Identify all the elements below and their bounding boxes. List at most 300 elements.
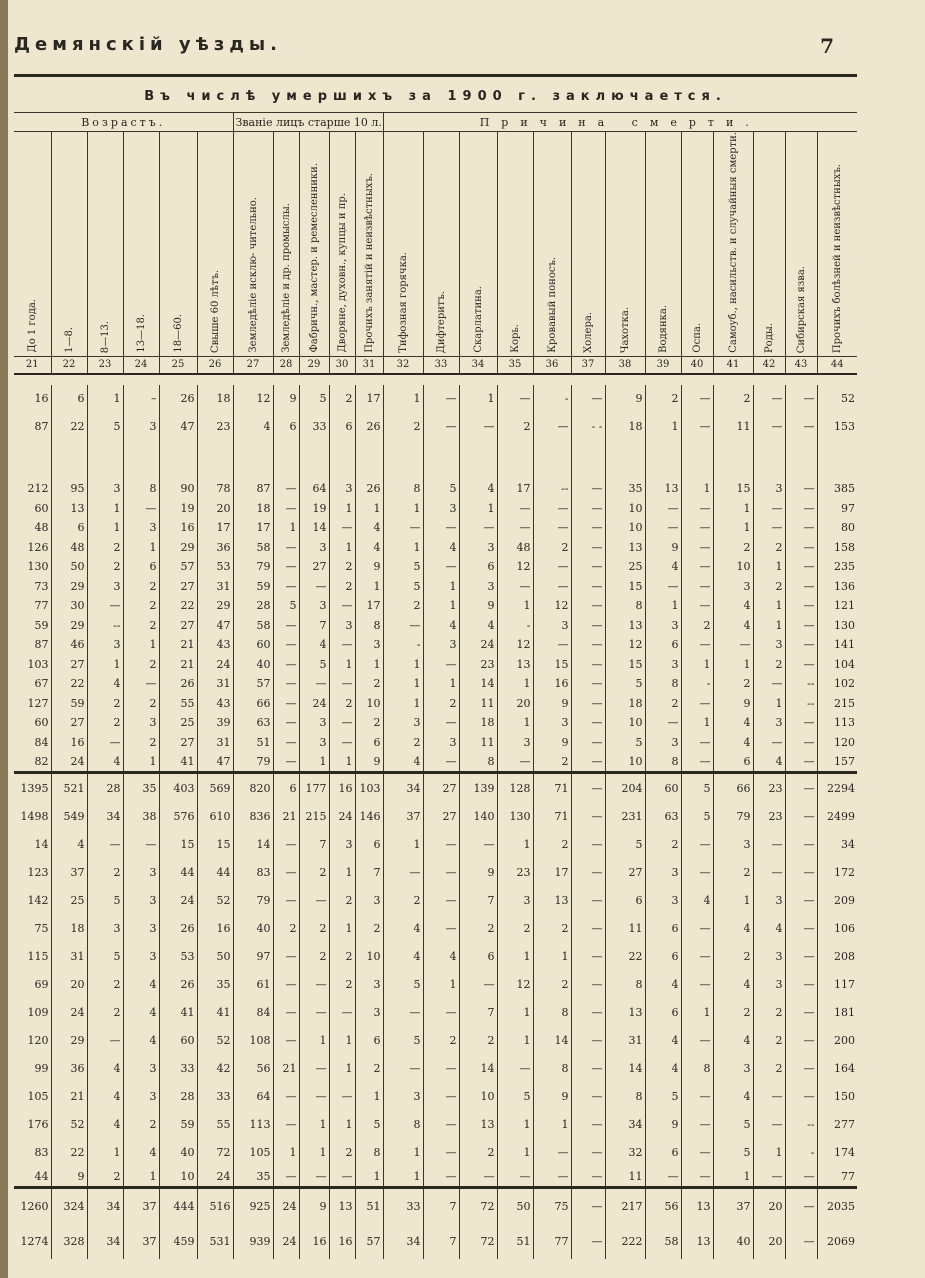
table-cell: 72 bbox=[459, 1187, 497, 1224]
table-cell: 2 bbox=[383, 413, 423, 441]
table-cell: — bbox=[423, 1082, 459, 1110]
column-header: Прочихъ болѣзней и неизвѣстныхъ. bbox=[817, 132, 857, 357]
table-cell: 2 bbox=[713, 537, 753, 557]
table-cell: 4 bbox=[383, 942, 423, 970]
table-cell: 52 bbox=[817, 385, 857, 413]
column-number: 28 bbox=[273, 356, 299, 374]
table-cell: 2 bbox=[355, 674, 383, 694]
table-cell: 37 bbox=[123, 1224, 159, 1259]
table-cell: 1 bbox=[383, 830, 423, 858]
table-cell bbox=[383, 441, 423, 479]
table-cell: — bbox=[645, 498, 681, 518]
table-cell: 3 bbox=[423, 732, 459, 752]
table-cell: 34 bbox=[383, 773, 423, 803]
table-cell: 53 bbox=[159, 942, 197, 970]
table-cell: 1 bbox=[497, 942, 533, 970]
table-cell: 16 bbox=[329, 773, 355, 803]
table-cell: 6 bbox=[273, 413, 299, 441]
table-cell: 1 bbox=[383, 385, 423, 413]
table-cell: 13 bbox=[329, 1187, 355, 1224]
table-cell: — bbox=[299, 1054, 329, 1082]
table-cell: 56 bbox=[645, 1187, 681, 1224]
table-cell: 8 bbox=[533, 1054, 571, 1082]
table-cell: — bbox=[785, 615, 817, 635]
column-header: Корь. bbox=[497, 132, 533, 357]
table-cell: 3 bbox=[355, 998, 383, 1026]
table-cell: 5 bbox=[383, 576, 423, 596]
table-cell: — bbox=[571, 1082, 605, 1110]
table-cell: — bbox=[497, 752, 533, 773]
table-cell: 1 bbox=[299, 1138, 329, 1166]
table-cell: — bbox=[571, 615, 605, 635]
table-cell: 1 bbox=[383, 674, 423, 694]
table-cell: 2 bbox=[355, 713, 383, 733]
column-header: Фабричн., мастер. и ремесленники. bbox=[299, 132, 329, 357]
table-cell: 1 bbox=[497, 998, 533, 1026]
table-cell: 14 bbox=[233, 830, 273, 858]
table-cell: 8 bbox=[605, 970, 645, 998]
table-cell: 4 bbox=[87, 674, 123, 694]
table-cell: 87 bbox=[34, 420, 49, 434]
table-cell: 58 bbox=[233, 615, 273, 635]
table-cell: — bbox=[753, 858, 785, 886]
column-number: 40 bbox=[681, 356, 713, 374]
table-cell: 4 bbox=[459, 479, 497, 499]
table-cell: 150 bbox=[817, 1082, 857, 1110]
table-cell: 208 bbox=[817, 942, 857, 970]
table-cell: 47 bbox=[197, 752, 233, 773]
table-cell: 4 bbox=[123, 998, 159, 1026]
table-cell: 3 bbox=[329, 615, 355, 635]
table-cell: 328 bbox=[51, 1224, 87, 1259]
table-row bbox=[14, 615, 857, 635]
table-cell: 10 bbox=[159, 1166, 197, 1187]
table-cell: 34 bbox=[605, 1110, 645, 1138]
table-row bbox=[14, 858, 857, 886]
table-cell: 31 bbox=[197, 674, 233, 694]
table-row bbox=[14, 596, 857, 616]
table-cell: 15 bbox=[713, 479, 753, 499]
table-cell: 52 bbox=[197, 886, 233, 914]
table-cell: 11 bbox=[459, 693, 497, 713]
table-cell: 4 bbox=[753, 914, 785, 942]
table-row bbox=[14, 654, 857, 674]
table-cell: 2 bbox=[497, 413, 533, 441]
table-cell: 3 bbox=[423, 498, 459, 518]
table-cell: 52 bbox=[197, 1026, 233, 1054]
table-cell: — bbox=[273, 498, 299, 518]
table-cell: 3 bbox=[713, 830, 753, 858]
table-cell: 4 bbox=[123, 970, 159, 998]
table-cell: 25 bbox=[159, 713, 197, 733]
table-cell: 1 bbox=[123, 537, 159, 557]
table-cell: 4 bbox=[51, 830, 87, 858]
table-cell: 52 bbox=[51, 1110, 87, 1138]
table-cell: — bbox=[681, 518, 713, 538]
table-cell: 217 bbox=[605, 1187, 645, 1224]
table-cell: 177 bbox=[299, 773, 329, 803]
table-cell: — bbox=[423, 654, 459, 674]
table-cell: 10 bbox=[713, 557, 753, 577]
table-cell: 209 bbox=[817, 886, 857, 914]
table-cell: — bbox=[681, 858, 713, 886]
table-cell: 28 bbox=[87, 773, 123, 803]
table-cell: — bbox=[785, 557, 817, 577]
table-cell: 5 bbox=[87, 413, 123, 441]
table-cell: 77 bbox=[817, 1166, 857, 1187]
table-cell: 1 bbox=[355, 1082, 383, 1110]
table-cell: 235 bbox=[817, 557, 857, 577]
table-cell: 17 bbox=[355, 596, 383, 616]
table-cell: 1 bbox=[123, 752, 159, 773]
table-cell: 130 bbox=[497, 802, 533, 830]
table-cell: 28 bbox=[233, 596, 273, 616]
table-cell: — bbox=[329, 1166, 355, 1187]
table-cell: 1 bbox=[87, 1138, 123, 1166]
table-cell: 2035 bbox=[817, 1187, 857, 1224]
table-cell: — bbox=[753, 1110, 785, 1138]
table-cell: — bbox=[123, 830, 159, 858]
table-cell: 27 bbox=[159, 576, 197, 596]
table-cell: 10 bbox=[605, 498, 645, 518]
table-cell: 172 bbox=[817, 858, 857, 886]
table-cell: 26 bbox=[159, 385, 197, 413]
table-cell: 7 bbox=[423, 1187, 459, 1224]
table-cell: 5 bbox=[423, 479, 459, 499]
table-cell: 3 bbox=[645, 654, 681, 674]
table-cell: 69 bbox=[34, 977, 49, 991]
table-cell: — bbox=[273, 713, 299, 733]
table-row bbox=[14, 635, 857, 655]
table-cell: — bbox=[87, 830, 123, 858]
table-cell: 55 bbox=[197, 1110, 233, 1138]
column-number: 38 bbox=[605, 356, 645, 374]
table-cell: — bbox=[423, 998, 459, 1026]
table-cell: 1 bbox=[713, 498, 753, 518]
table-cell: 2 bbox=[383, 732, 423, 752]
table-cell: 549 bbox=[51, 802, 87, 830]
table-cell: 4 bbox=[87, 1110, 123, 1138]
table-cell: 2 bbox=[713, 385, 753, 413]
table-cell: 79 bbox=[713, 802, 753, 830]
table-cell: 66 bbox=[233, 693, 273, 713]
table-cell: 4 bbox=[459, 615, 497, 635]
table-cell: — bbox=[423, 1054, 459, 1082]
table-cell: 4 bbox=[123, 1026, 159, 1054]
table-cell: 113 bbox=[817, 713, 857, 733]
table-cell: 34 bbox=[87, 802, 123, 830]
table-cell: 23 bbox=[753, 773, 785, 803]
table-cell: 4 bbox=[423, 942, 459, 970]
table-cell: 2 bbox=[329, 557, 355, 577]
column-header: Водянка. bbox=[645, 132, 681, 357]
table-cell: — bbox=[459, 970, 497, 998]
table-cell: 61 bbox=[233, 970, 273, 998]
table-row bbox=[14, 773, 857, 803]
table-cell: 24 bbox=[197, 1166, 233, 1187]
table-cell: 4 bbox=[681, 886, 713, 914]
table-cell: -- bbox=[785, 693, 817, 713]
table-cell: 1 bbox=[87, 498, 123, 518]
table-cell: 37 bbox=[123, 1187, 159, 1224]
table-cell: 48 bbox=[34, 521, 49, 535]
table-cell: 15 bbox=[159, 830, 197, 858]
table-cell: 3 bbox=[753, 970, 785, 998]
table-cell: 231 bbox=[605, 802, 645, 830]
table-cell: — bbox=[571, 693, 605, 713]
table-cell: — bbox=[571, 1110, 605, 1138]
table-cell: 5 bbox=[383, 557, 423, 577]
table-cell: 1 bbox=[753, 1138, 785, 1166]
table-cell: 140 bbox=[459, 802, 497, 830]
table-cell: — bbox=[123, 674, 159, 694]
table-cell: - bbox=[533, 385, 571, 413]
table-cell: — bbox=[571, 385, 605, 413]
table-cell: — bbox=[533, 1138, 571, 1166]
table-cell: — bbox=[273, 537, 299, 557]
table-cell: 1 bbox=[355, 1166, 383, 1187]
table-cell: 6 bbox=[329, 413, 355, 441]
table-cell: 3 bbox=[123, 942, 159, 970]
table-cell: 5 bbox=[605, 732, 645, 752]
table-cell: 60 bbox=[34, 716, 49, 730]
table-cell: 2 bbox=[87, 557, 123, 577]
table-cell bbox=[355, 441, 383, 479]
table-cell: — bbox=[681, 830, 713, 858]
table-cell: 84 bbox=[34, 735, 49, 749]
table-cell: — bbox=[753, 518, 785, 538]
table-cell: — bbox=[571, 732, 605, 752]
table-cell: 836 bbox=[233, 802, 273, 830]
table-cell: — bbox=[423, 413, 459, 441]
table-cell bbox=[123, 441, 159, 479]
table-cell: 31 bbox=[605, 1026, 645, 1054]
table-cell: 21 bbox=[273, 802, 299, 830]
table-cell: 3 bbox=[123, 886, 159, 914]
table-cell: 3 bbox=[497, 732, 533, 752]
table-cell: 4 bbox=[713, 615, 753, 635]
table-cell: 1 bbox=[459, 498, 497, 518]
table-cell: 99 bbox=[34, 1061, 49, 1075]
table-cell: 459 bbox=[159, 1224, 197, 1259]
table-cell: 35 bbox=[197, 970, 233, 998]
table-cell: — bbox=[681, 1110, 713, 1138]
table-cell: 2499 bbox=[817, 802, 857, 830]
table-cell: — bbox=[753, 732, 785, 752]
table-cell: 12 bbox=[497, 970, 533, 998]
table-cell: 141 bbox=[817, 635, 857, 655]
table-cell: 3 bbox=[329, 479, 355, 499]
table-cell: — bbox=[383, 998, 423, 1026]
table-cell: 2 bbox=[459, 1026, 497, 1054]
table-cell: — bbox=[785, 886, 817, 914]
table-cell: 5 bbox=[383, 1026, 423, 1054]
table-cell: — bbox=[785, 970, 817, 998]
table-cell: — bbox=[299, 998, 329, 1026]
table-row bbox=[14, 830, 857, 858]
table-cell: — bbox=[785, 654, 817, 674]
table-cell: 444 bbox=[159, 1187, 197, 1224]
table-row bbox=[14, 674, 857, 694]
column-header: 1—8. bbox=[51, 132, 87, 357]
table-cell: 3 bbox=[87, 576, 123, 596]
table-row bbox=[14, 413, 857, 441]
table-cell: 8 bbox=[383, 479, 423, 499]
table-cell: 24 bbox=[459, 635, 497, 655]
table-cell: 1 bbox=[753, 557, 785, 577]
table-cell: — bbox=[571, 858, 605, 886]
table-cell: — bbox=[423, 858, 459, 886]
column-header: Роды. bbox=[753, 132, 785, 357]
table-cell: 23 bbox=[497, 858, 533, 886]
table-cell: 1 bbox=[497, 830, 533, 858]
table-cell: 28 bbox=[159, 1082, 197, 1110]
table-cell: — bbox=[785, 998, 817, 1026]
table-cell: 6 bbox=[713, 752, 753, 773]
table-cell: 2 bbox=[459, 914, 497, 942]
table-cell: 50 bbox=[51, 557, 87, 577]
table-cell: 2 bbox=[713, 674, 753, 694]
table-cell: — bbox=[571, 596, 605, 616]
table-cell: — bbox=[87, 596, 123, 616]
table-cell: 1 bbox=[423, 674, 459, 694]
table-cell: 60 bbox=[645, 773, 681, 803]
table-cell: 277 bbox=[817, 1110, 857, 1138]
table-cell: 64 bbox=[299, 479, 329, 499]
table-cell: — bbox=[273, 886, 299, 914]
column-header: Холера. bbox=[571, 132, 605, 357]
table-cell: — bbox=[681, 1082, 713, 1110]
table-cell: 79 bbox=[233, 557, 273, 577]
table-cell: — bbox=[681, 385, 713, 413]
table-cell: — bbox=[423, 385, 459, 413]
table-cell: — bbox=[299, 886, 329, 914]
table-cell: 27 bbox=[51, 654, 87, 674]
table-cell: 58 bbox=[233, 537, 273, 557]
table-cell: 521 bbox=[51, 773, 87, 803]
table-cell: 4 bbox=[233, 413, 273, 441]
table-cell: 1 bbox=[713, 654, 753, 674]
table-cell: 1395 bbox=[14, 773, 51, 803]
table-row bbox=[14, 713, 857, 733]
table-cell: 90 bbox=[159, 479, 197, 499]
table-cell: 1 bbox=[533, 1110, 571, 1138]
table-cell: 3 bbox=[383, 1082, 423, 1110]
column-header: 8—13. bbox=[87, 132, 123, 357]
table-cell: 126 bbox=[27, 540, 49, 554]
table-cell: 9 bbox=[533, 693, 571, 713]
table-cell: 15 bbox=[533, 654, 571, 674]
table-cell: — bbox=[329, 732, 355, 752]
table-cell: 16 bbox=[329, 1224, 355, 1259]
group-age: Возрастъ. bbox=[14, 113, 233, 132]
table-cell: 2 bbox=[753, 576, 785, 596]
table-cell bbox=[299, 441, 329, 479]
table-cell: 36 bbox=[51, 1054, 87, 1082]
table-cell: 31 bbox=[197, 576, 233, 596]
column-number: 29 bbox=[299, 356, 329, 374]
table-cell: 5 bbox=[299, 654, 329, 674]
table-cell: 40 bbox=[233, 654, 273, 674]
table-cell: 60 bbox=[233, 635, 273, 655]
table-cell: 12 bbox=[533, 596, 571, 616]
table-cell: 72 bbox=[197, 1138, 233, 1166]
table-cell: 3 bbox=[459, 537, 497, 557]
table-cell: — bbox=[681, 752, 713, 773]
table-cell: 20 bbox=[753, 1187, 785, 1224]
table-cell: 83 bbox=[233, 858, 273, 886]
table-cell: — bbox=[423, 518, 459, 538]
column-number: 26 bbox=[197, 356, 233, 374]
table-cell: 5 bbox=[681, 802, 713, 830]
table-cell: — bbox=[273, 1026, 299, 1054]
table-cell: 17 bbox=[533, 858, 571, 886]
table-cell: 2 bbox=[329, 1138, 355, 1166]
column-numbers bbox=[14, 356, 857, 374]
table-cell: — bbox=[571, 557, 605, 577]
table-cell bbox=[605, 441, 645, 479]
table-cell: 20 bbox=[497, 693, 533, 713]
table-cell: 4 bbox=[87, 752, 123, 773]
table-cell: 77 bbox=[533, 1224, 571, 1259]
table-row bbox=[14, 732, 857, 752]
table-cell: 5 bbox=[681, 773, 713, 803]
table-cell: 1 bbox=[299, 1110, 329, 1138]
table-cell: 63 bbox=[645, 802, 681, 830]
table-cell: — bbox=[299, 674, 329, 694]
table-cell: — bbox=[681, 413, 713, 441]
table-cell: 6 bbox=[273, 773, 299, 803]
table-cell: 3 bbox=[87, 635, 123, 655]
column-header: 13—18. bbox=[123, 132, 159, 357]
table-cell: 7 bbox=[459, 886, 497, 914]
table-cell: 27 bbox=[423, 802, 459, 830]
column-header: Дифтеритъ. bbox=[423, 132, 459, 357]
table-cell: 29 bbox=[51, 1026, 87, 1054]
table-cell: 17 bbox=[497, 479, 533, 499]
table-cell: 31 bbox=[51, 942, 87, 970]
table-cell: 5 bbox=[273, 596, 299, 616]
table-cell: — bbox=[571, 752, 605, 773]
table-cell: 3 bbox=[423, 635, 459, 655]
table-cell: 15 bbox=[605, 576, 645, 596]
table-cell: 16 bbox=[34, 392, 49, 406]
table-cell: 18 bbox=[605, 693, 645, 713]
table-cell: 403 bbox=[159, 773, 197, 803]
table-cell: — bbox=[681, 1138, 713, 1166]
table-cell: - bbox=[383, 635, 423, 655]
table-cell: - bbox=[497, 615, 533, 635]
table-row bbox=[14, 752, 857, 773]
table-cell: 3 bbox=[459, 576, 497, 596]
table-cell bbox=[423, 441, 459, 479]
table-cell: 16 bbox=[159, 518, 197, 538]
table-cell: 21 bbox=[159, 654, 197, 674]
table-cell: — bbox=[785, 635, 817, 655]
table-cell: 2 bbox=[423, 693, 459, 713]
table-cell: 2 bbox=[299, 914, 329, 942]
table-cell: 6 bbox=[645, 942, 681, 970]
table-cell: 2 bbox=[329, 942, 355, 970]
column-number: 33 bbox=[423, 356, 459, 374]
table-cell: 5 bbox=[713, 1138, 753, 1166]
table-cell: 3 bbox=[87, 914, 123, 942]
table-cell: — bbox=[299, 1082, 329, 1110]
table-cell: 27 bbox=[423, 773, 459, 803]
table-cell: 2 bbox=[123, 732, 159, 752]
table-cell: 2 bbox=[123, 1110, 159, 1138]
table-cell: 2 bbox=[355, 914, 383, 942]
